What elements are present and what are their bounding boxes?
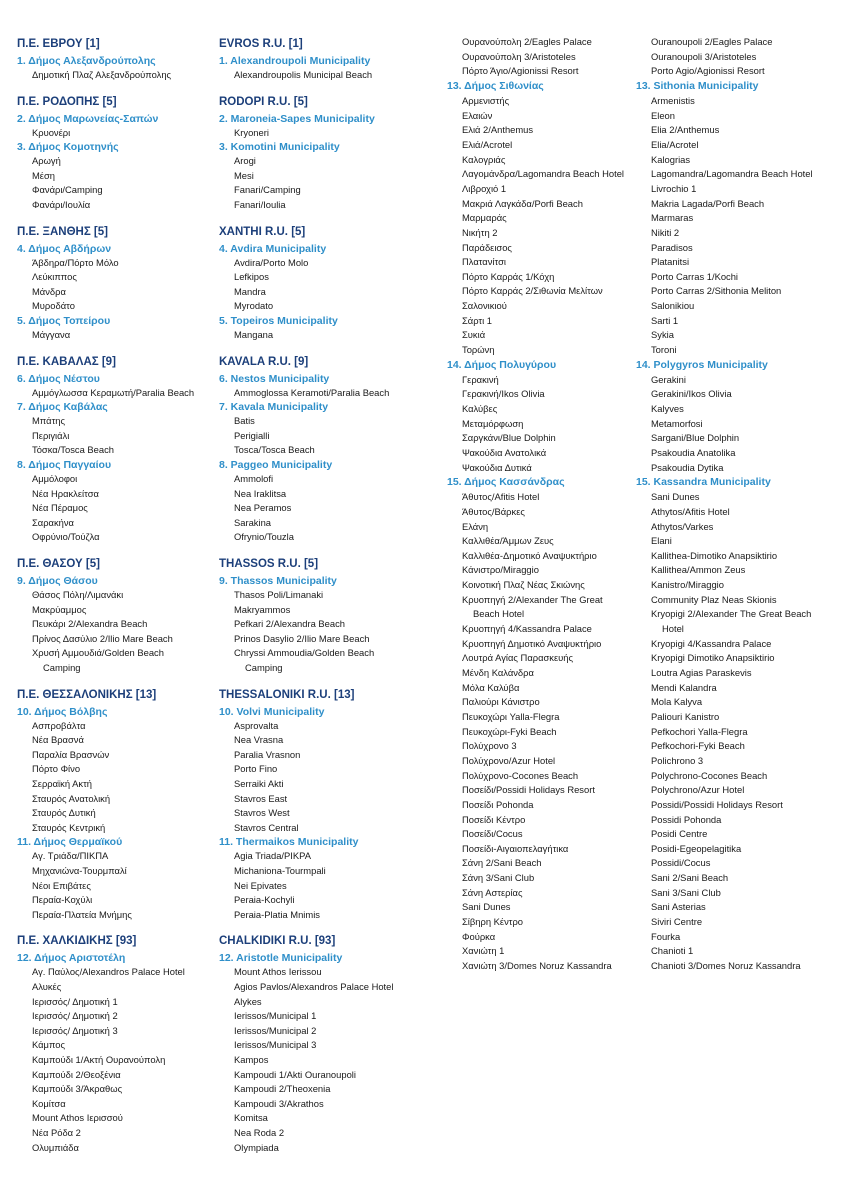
municipality-heading: 8. Δήμος Παγγαίου bbox=[17, 459, 112, 471]
beach-item: Makria Lagada/Porfi Beach bbox=[651, 197, 765, 209]
beach-item: Pefkochori Yalla-Flegra bbox=[651, 725, 748, 737]
beach-item: Kryopigi Dimotiko Anapsiktirio bbox=[651, 652, 775, 664]
beach-item: Σάνη 3/Sani Club bbox=[462, 872, 535, 884]
beach-item: Αλυκές bbox=[32, 981, 62, 992]
beach-item: Τορώνη bbox=[462, 344, 495, 355]
beach-item: Kallithea-Dimotiko Anapsiktirio bbox=[651, 549, 778, 561]
beach-item: Kryopigi 4/Kassandra Palace bbox=[651, 637, 772, 649]
beach-item: Fanari/Camping bbox=[234, 184, 301, 196]
beach-item: Καλύβες bbox=[462, 402, 498, 414]
beach-item: Polichrono 3 bbox=[651, 754, 704, 766]
beach-item: Κρυοπηγή 2/Alexander The Great bbox=[462, 593, 603, 605]
beach-item: Agia Triada/PIKPA bbox=[234, 850, 311, 862]
beach-item: Νέα Βρασνά bbox=[32, 734, 84, 746]
beach-item: Kampoudi 2/Theoxenia bbox=[234, 1083, 331, 1095]
beach-item: Kalyves bbox=[651, 402, 684, 414]
beach-item: Arogi bbox=[234, 155, 256, 167]
beach-item: Possidi Pohonda bbox=[651, 813, 722, 825]
beach-item: Σαλονικιού bbox=[462, 300, 507, 311]
beach-item: Κρυοπηγή Δημοτικό Αναψυκτήριο bbox=[462, 637, 602, 649]
beach-item: Περαία-Πλατεία Μνήμης bbox=[32, 908, 132, 920]
beach-item: Mangana bbox=[234, 329, 274, 340]
beach-item: Pefkochori-Fyki Beach bbox=[651, 740, 745, 752]
beach-item: Mandra bbox=[234, 285, 266, 297]
municipality-heading: 3. Δήμος Κομοτηνής bbox=[17, 141, 119, 154]
beach-item: Κρυονέρι bbox=[32, 126, 71, 138]
beach-item: Gerakini bbox=[651, 373, 686, 385]
beach-item: Lefkipos bbox=[234, 271, 269, 283]
beach-item: Elia/Acrotel bbox=[651, 138, 699, 150]
beach-item: Paralia Vrasnon bbox=[234, 748, 301, 760]
beach-item: Αγ. Παύλος/Alexandros Palace Hotel bbox=[32, 966, 185, 978]
municipality-heading: 11. Thermaikos Municipality bbox=[219, 836, 359, 849]
municipality-heading: 3. Komotini Municipality bbox=[219, 141, 340, 154]
regional-unit-heading: EVROS R.U. [1] bbox=[219, 38, 303, 50]
beach-item: Kalogrias bbox=[651, 153, 691, 165]
beach-item-continuation: Hotel bbox=[662, 623, 684, 634]
beach-item: Sani 3/Sani Club bbox=[651, 886, 721, 898]
beach-item: Sykia bbox=[651, 329, 674, 341]
beach-item: Ouranoupoli 2/Eagles Palace bbox=[651, 36, 773, 47]
beach-item: Ποσείδι/Possidi Holidays Resort bbox=[462, 784, 595, 796]
beach-item: Αγ. Τριάδα/ΠΙΚΠΑ bbox=[32, 850, 109, 862]
beach-item: Χανιώτη 3/Domes Noruz Kassandra bbox=[462, 960, 612, 971]
beach-item: Ποσείδι Κέντρο bbox=[462, 813, 526, 825]
beach-item: Τόσκα/Tosca Beach bbox=[32, 444, 114, 456]
beach-item: Οφρύνιο/Τούζλα bbox=[32, 531, 100, 543]
beach-item: Sani Dunes bbox=[462, 901, 511, 913]
beach-item: Ασπροβάλτα bbox=[32, 719, 86, 731]
regional-unit-heading: RODOPI R.U. [5] bbox=[219, 95, 308, 108]
beach-item: Σταυρός Ανατολική bbox=[32, 792, 111, 804]
beach-item: Paradisos bbox=[651, 241, 693, 253]
beach-item: Φανάρι/Camping bbox=[32, 184, 103, 196]
municipality-heading: 11. Δήμος Θερμαϊκού bbox=[17, 836, 123, 849]
beach-item: Ierissos/Municipal 1 bbox=[234, 1010, 317, 1022]
beach-item: Perigialli bbox=[234, 429, 270, 441]
beach-item: Kampoudi 1/Akti Ouranoupoli bbox=[234, 1068, 356, 1080]
beach-item: Πευκοχώρι-Fyki Beach bbox=[462, 725, 557, 737]
beach-item: Ουρανούπολη 3/Aristoteles bbox=[462, 50, 576, 62]
beach-item: Siviri Centre bbox=[651, 916, 703, 927]
municipality-heading: 9. Thassos Municipality bbox=[219, 575, 337, 587]
beach-item: Ιερισσός/ Δημοτική 3 bbox=[32, 1024, 118, 1036]
beach-item: Porto Fino bbox=[234, 763, 278, 775]
beach-item: Elani bbox=[651, 535, 672, 547]
beach-item: Metamorfosi bbox=[651, 417, 703, 429]
beach-item: Πολύχρονο/Azur Hotel bbox=[462, 754, 556, 766]
beach-item: Πολύχρονο-Cocones Beach bbox=[462, 769, 579, 781]
beach-item: Loutra Agias Paraskevis bbox=[651, 667, 752, 678]
beach-item: Ιερισσός/ Δημοτική 1 bbox=[32, 995, 118, 1007]
beach-item: Athytos/Varkes bbox=[651, 520, 714, 532]
municipality-heading: 13. Sithonia Municipality bbox=[636, 80, 759, 92]
beach-item: Γερακινή bbox=[462, 373, 499, 385]
regional-unit-heading: Π.Ε. ΘΑΣΟΥ [5] bbox=[17, 558, 100, 570]
beach-item: Porto Carras 2/Sithonia Meliton bbox=[651, 285, 782, 297]
beach-item: Μακριά Λαγκάδα/Porfi Beach bbox=[462, 197, 583, 209]
beach-item: Καλογριάς bbox=[462, 153, 506, 165]
beach-item: Thasos Poli/Limanaki bbox=[234, 589, 324, 600]
beach-item: Ierissos/Municipal 3 bbox=[234, 1039, 317, 1051]
beach-item: Άβδηρα/Πόρτο Μόλο bbox=[32, 256, 119, 268]
beach-item: Πόρτο Καρράς 2/Σιθωνία Μελίτων bbox=[462, 285, 603, 297]
beach-item: Νέα Πέραμος bbox=[32, 502, 88, 514]
beach-item: Salonikiou bbox=[651, 300, 695, 311]
beach-item: Chryssi Ammoudia/Golden Beach bbox=[234, 647, 375, 659]
beach-item: Ιερισσός/ Δημοτική 2 bbox=[32, 1010, 118, 1022]
beach-item: Athytos/Afitis Hotel bbox=[651, 505, 730, 517]
beach-item: Prinos Dasylio 2/Ilio Mare Beach bbox=[234, 632, 370, 644]
beach-item: Alexandroupolis Municipal Beach bbox=[234, 69, 373, 80]
beach-item: Φανάρι/Ιουλία bbox=[32, 199, 91, 210]
municipality-heading: 12. Δήμος Αριστοτέλη bbox=[17, 952, 126, 965]
beach-item-continuation: Camping bbox=[43, 662, 81, 673]
regional-unit-heading: Π.Ε. ΕΒΡΟΥ [1] bbox=[17, 38, 100, 50]
beach-item: Άθυτος/Βάρκες bbox=[462, 505, 525, 517]
regional-unit-heading: KAVALA R.U. [9] bbox=[219, 355, 309, 368]
beach-item: Kryoneri bbox=[234, 126, 269, 138]
beach-item: Mendi Kalandra bbox=[651, 681, 717, 693]
beach-item: Νέα Ρόδα 2 bbox=[32, 1127, 81, 1138]
municipality-heading: 12. Aristotle Municipality bbox=[219, 952, 343, 965]
beach-item: Αμμόγλωσσα Κεραμωτή/Paralia Beach bbox=[32, 386, 195, 398]
regional-unit-heading: THASSOS R.U. [5] bbox=[219, 558, 319, 570]
beach-item: Παραλία Βρασνών bbox=[32, 748, 110, 760]
beach-item: Alykes bbox=[234, 995, 262, 1007]
regional-unit-heading: XANTHI R.U. [5] bbox=[219, 225, 306, 238]
beach-item: Λιβροχιό 1 bbox=[462, 182, 507, 194]
beach-item: Ποσείδι Pohonda bbox=[462, 798, 534, 810]
beach-item: Θάσος Πόλη/Λιμανάκι bbox=[32, 589, 124, 600]
beach-item: Πολύχρονο 3 bbox=[462, 740, 517, 752]
beach-item: Porto Agio/Agionissi Resort bbox=[651, 65, 765, 77]
beach-item: Ελάνη bbox=[462, 520, 489, 532]
beach-item: Ουρανούπολη 2/Eagles Palace bbox=[462, 36, 592, 47]
beach-item: Agios Pavlos/Alexandros Palace Hotel bbox=[234, 981, 394, 992]
municipality-heading: 2. Δήμος Μαρωνείας-Σαπών bbox=[17, 112, 159, 125]
beach-item: Κοινοτική Πλαζ Νέας Σκιώνης bbox=[462, 579, 585, 591]
beach-item: Psakoudia Anatolika bbox=[651, 446, 736, 458]
beach-item: Πόρτο Καρράς 1/Κόχη bbox=[462, 270, 555, 282]
beach-item: Πλατανίτσι bbox=[462, 256, 506, 268]
beach-item: Μακρύαμμος bbox=[32, 603, 87, 615]
beach-item: Ελιά 2/Anthemus bbox=[462, 124, 534, 136]
beach-item: Sarakina bbox=[234, 516, 272, 528]
beach-item: Κάμπος bbox=[32, 1039, 66, 1051]
beach-item: Πρίνος Δασύλιο 2/Ilio Mare Beach bbox=[32, 632, 173, 644]
beach-item: Ammoglossa Keramoti/Paralia Beach bbox=[234, 386, 390, 398]
beach-item: Komitsa bbox=[234, 1112, 268, 1124]
beach-item: Fanari/Ioulia bbox=[234, 199, 286, 210]
municipality-heading: 15. Kassandra Municipality bbox=[636, 476, 771, 489]
beach-item: Ποσείδι-Αιγαιοπελαγήτικα bbox=[462, 842, 569, 854]
beach-item: Αρμενιστής bbox=[462, 95, 510, 106]
beach-item: Παλιούρι Κάνιστρο bbox=[462, 696, 540, 708]
regional-unit-heading: Π.Ε. ΞΑΝΘΗΣ [5] bbox=[17, 225, 108, 238]
beach-item: Καμπούδι 3/Άκραθως bbox=[32, 1083, 123, 1095]
beach-item: Lagomandra/Lagomandra Beach Hotel bbox=[651, 168, 813, 180]
municipality-heading: 13. Δήμος Σιθωνίας bbox=[447, 80, 544, 92]
beach-item: Nikiti 2 bbox=[651, 226, 680, 238]
municipality-heading: 14. Polygyros Municipality bbox=[636, 358, 768, 371]
beach-item: Olympiada bbox=[234, 1141, 279, 1153]
beach-item: Marmaras bbox=[651, 212, 694, 224]
beach-item: Περαία-Κοχύλι bbox=[32, 894, 93, 906]
municipality-heading: 7. Δήμος Καβάλας bbox=[17, 401, 108, 414]
beach-item: Kampoudi 3/Akrathos bbox=[234, 1097, 324, 1109]
beach-item: Ψακούδια Ανατολικά bbox=[462, 446, 547, 458]
beach-item: Armenistis bbox=[651, 95, 695, 106]
municipality-heading: 6. Nestos Municipality bbox=[219, 372, 330, 385]
beach-item: Μάγγανα bbox=[32, 329, 71, 340]
beach-item: Livrochio 1 bbox=[651, 182, 697, 194]
beach-item: Δημοτική Πλαζ Αλεξανδρούπολης bbox=[32, 69, 172, 80]
beach-item: Kallithea/Ammon Zeus bbox=[651, 564, 746, 576]
beach-item: Παράδεισος bbox=[462, 241, 512, 253]
beach-item: Κάνιστρο/Miraggio bbox=[462, 564, 539, 576]
beach-item: Psakoudia Dytika bbox=[651, 461, 724, 473]
regional-unit-heading: Π.Ε. ΧΑΛΚΙΔΙΚΗΣ [93] bbox=[17, 935, 137, 948]
regional-unit-heading: Π.Ε. ΚΑΒΑΛΑΣ [9] bbox=[17, 355, 116, 368]
beach-item: Asprovalta bbox=[234, 719, 279, 731]
beach-item: Γερακινή/Ikos Olivia bbox=[462, 388, 545, 400]
beach-item: Paliouri Kanistro bbox=[651, 710, 720, 722]
regional-unit-heading: CHALKIDIKI R.U. [93] bbox=[219, 935, 336, 948]
beach-item: Nei Epivates bbox=[234, 879, 287, 891]
beach-item: Ελαιών bbox=[462, 109, 493, 121]
beach-item: Κρυοπηγή 4/Kassandra Palace bbox=[462, 623, 592, 634]
beach-item: Αμμόλοφοι bbox=[32, 473, 78, 484]
municipality-heading: 2. Maroneia-Sapes Municipality bbox=[219, 112, 375, 125]
beach-item: Peraia-Kochyli bbox=[234, 894, 295, 906]
beach-item: Posidi-Egeopelagitika bbox=[651, 842, 742, 854]
beach-item-continuation: Beach Hotel bbox=[473, 608, 525, 620]
municipality-heading: 14. Δήμος Πολυγύρου bbox=[447, 358, 557, 371]
beach-item: Nea Vrasna bbox=[234, 734, 284, 746]
beach-item: Λουτρά Αγίας Παρασκευής bbox=[462, 652, 573, 664]
beach-item: Batis bbox=[234, 415, 255, 427]
beach-item: Chanioti 1 bbox=[651, 945, 694, 957]
beach-item: Μέση bbox=[32, 169, 55, 181]
beach-item: Αρωγή bbox=[32, 155, 61, 167]
beach-item: Σταυρός Κεντρική bbox=[32, 821, 106, 833]
beach-item: Μεταμόρφωση bbox=[462, 417, 524, 429]
beach-item: Πευκάρι 2/Alexandra Beach bbox=[32, 618, 148, 630]
municipality-heading: 4. Avdira Municipality bbox=[219, 242, 327, 255]
beach-item: Σάρτι 1 bbox=[462, 314, 493, 326]
regional-unit-heading: Π.Ε. ΘΕΣΣΑΛΟΝΙΚΗΣ [13] bbox=[17, 688, 157, 701]
beach-item: Polychrono-Cocones Beach bbox=[651, 769, 768, 781]
beach-item: Avdira/Porto Molo bbox=[234, 256, 309, 268]
beach-item: Possidi/Possidi Holidays Resort bbox=[651, 798, 783, 810]
beach-item: Καλλιθέα-Δημοτικό Αναψυκτήριο bbox=[462, 549, 597, 561]
beach-item: Platanitsi bbox=[651, 256, 690, 268]
beach-item: Συκιά bbox=[462, 329, 486, 341]
beach-item: Νέοι Επιβάτες bbox=[32, 879, 91, 891]
beach-item: Pefkari 2/Alexandra Beach bbox=[234, 618, 346, 630]
beach-item: Ouranoupoli 3/Aristoteles bbox=[651, 50, 757, 62]
beach-item: Πόρτο Άγιο/Agionissi Resort bbox=[462, 65, 579, 77]
municipality-heading: 6. Δήμος Νέστου bbox=[17, 372, 100, 385]
beach-item: Sargani/Blue Dolphin bbox=[651, 432, 740, 444]
beach-item: Michaniona-Tourmpali bbox=[234, 865, 326, 876]
beach-item: Λαγομάνδρα/Lagomandra Beach Hotel bbox=[462, 168, 624, 180]
beach-item: Σαρακήνα bbox=[32, 516, 74, 528]
beach-item: Ολυμπιάδα bbox=[32, 1141, 79, 1153]
beach-item: Σάνη 2/Sani Beach bbox=[462, 857, 542, 869]
beach-item: Ελιά/Acrotel bbox=[462, 138, 513, 150]
municipality-heading: 4. Δήμος Αβδήρων bbox=[17, 242, 112, 255]
beach-item: Nea Iraklitsa bbox=[234, 487, 287, 499]
beach-item: Ποσείδι/Cocus bbox=[462, 828, 523, 840]
beach-item: Σάνη Αστερίας bbox=[462, 886, 523, 898]
beach-item: Χρυσή Αμμουδιά/Golden Beach bbox=[32, 647, 164, 659]
regional-unit-heading: Π.Ε. ΡΟΔΟΠΗΣ [5] bbox=[17, 95, 117, 108]
beach-item: Stavros East bbox=[234, 792, 288, 804]
beach-item: Άθυτος/Afitis Hotel bbox=[462, 491, 540, 503]
beach-item: Πόρτο Φίνο bbox=[32, 763, 81, 775]
municipality-heading: 5. Topeiros Municipality bbox=[219, 315, 338, 327]
beach-item: Κομίτσα bbox=[32, 1097, 66, 1109]
beach-item: Mola Kalyva bbox=[651, 696, 703, 708]
municipality-heading: 9. Δήμος Θάσου bbox=[17, 575, 98, 587]
beach-item: Σερραϊκή Ακτή bbox=[32, 778, 92, 789]
beach-item: Καμπούδι 2/Θεοξένια bbox=[32, 1068, 121, 1080]
beach-item: Sarti 1 bbox=[651, 314, 679, 326]
beach-item: Community Plaz Neas Skionis bbox=[651, 593, 777, 605]
beach-item: Nea Peramos bbox=[234, 502, 292, 514]
municipality-heading: 10. Δήμος Βόλβης bbox=[17, 705, 108, 718]
beach-item: Νέα Ηρακλείτσα bbox=[32, 487, 99, 499]
beach-item: Mount Athos Ierissou bbox=[234, 966, 322, 978]
municipality-heading: 5. Δήμος Τοπείρου bbox=[17, 315, 111, 327]
beach-item: Μόλα Καλύβα bbox=[462, 681, 520, 693]
beach-item: Ofrynio/Touzla bbox=[234, 531, 294, 543]
municipality-heading: 10. Volvi Municipality bbox=[219, 705, 325, 718]
beach-item: Λεύκιππος bbox=[32, 271, 77, 283]
beach-item: Μηχανιώνα-Τουρμπαλί bbox=[32, 865, 127, 876]
beach-item: Chanioti 3/Domes Noruz Kassandra bbox=[651, 960, 801, 971]
beach-item: Μαρμαράς bbox=[462, 212, 507, 224]
beach-item: Μένδη Καλάνδρα bbox=[462, 667, 534, 678]
beach-item: Καμπούδι 1/Ακτή Ουρανούπολη bbox=[32, 1054, 166, 1065]
beach-item: Mount Athos Ιερισσού bbox=[32, 1112, 123, 1124]
beach-item: Eleon bbox=[651, 109, 675, 121]
beach-item: Makryammos bbox=[234, 603, 291, 615]
beach-item: Πευκοχώρι Yalla-Flegra bbox=[462, 710, 560, 722]
beach-item: Περιγιάλι bbox=[32, 429, 70, 441]
beach-item: Sani Dunes bbox=[651, 491, 700, 503]
beach-item: Kampos bbox=[234, 1054, 269, 1065]
beach-item: Ψακούδια Δυτικά bbox=[462, 461, 532, 473]
beach-item: Μάνδρα bbox=[32, 285, 66, 297]
beach-item: Fourka bbox=[651, 930, 681, 942]
municipality-heading: 7. Kavala Municipality bbox=[219, 401, 329, 414]
municipality-heading: 8. Paggeo Municipality bbox=[219, 459, 333, 471]
beach-item: Μυροδάτο bbox=[32, 300, 75, 312]
beach-item: Serraiki Akti bbox=[234, 778, 284, 789]
beach-item: Elia 2/Anthemus bbox=[651, 124, 720, 136]
beach-item: Kryopigi 2/Alexander The Great Beach bbox=[651, 608, 812, 620]
beach-item: Χανιώτη 1 bbox=[462, 945, 505, 957]
municipality-heading: 1. Alexandroupoli Municipality bbox=[219, 55, 371, 67]
beach-item: Porto Carras 1/Kochi bbox=[651, 270, 739, 282]
beach-item: Posidi Centre bbox=[651, 828, 708, 840]
beach-item: Μπάτης bbox=[32, 415, 65, 427]
beach-item: Sani 2/Sani Beach bbox=[651, 872, 729, 884]
beach-item: Sani Asterias bbox=[651, 901, 706, 913]
beach-item: Σίβηρη Κέντρο bbox=[462, 916, 524, 927]
beach-item: Stavros Central bbox=[234, 821, 299, 833]
beach-item: Ammolofi bbox=[234, 473, 274, 484]
beach-item: Myrodato bbox=[234, 300, 274, 312]
beach-item: Σαργκάνι/Blue Dolphin bbox=[462, 432, 556, 444]
beach-item: Tosca/Tosca Beach bbox=[234, 444, 315, 456]
municipality-heading: 1. Δήμος Αλεξανδρούπολης bbox=[17, 55, 156, 67]
beach-item: Mesi bbox=[234, 169, 254, 181]
beach-item: Possidi/Cocus bbox=[651, 857, 711, 869]
beach-item: Peraia-Platia Mnimis bbox=[234, 908, 320, 920]
beach-item: Gerakini/Ikos Olivia bbox=[651, 388, 732, 400]
beach-item: Nea Roda 2 bbox=[234, 1127, 285, 1138]
beach-item: Polychrono/Azur Hotel bbox=[651, 784, 745, 796]
beach-item: Φούρκα bbox=[462, 930, 496, 942]
beach-item: Toroni bbox=[651, 344, 677, 355]
beach-item: Ierissos/Municipal 2 bbox=[234, 1024, 317, 1036]
regional-unit-heading: THESSALONIKI R.U. [13] bbox=[219, 688, 355, 701]
beach-item-continuation: Camping bbox=[245, 662, 283, 673]
beach-item: Kanistro/Miraggio bbox=[651, 579, 724, 591]
beach-item: Stavros West bbox=[234, 807, 290, 819]
beach-item: Σταυρός Δυτική bbox=[32, 807, 96, 819]
municipality-heading: 15. Δήμος Κασσάνδρας bbox=[447, 476, 565, 489]
beach-item: Νικήτη 2 bbox=[462, 226, 498, 238]
beach-item: Καλλιθέα/Άμμων Ζευς bbox=[462, 535, 554, 547]
